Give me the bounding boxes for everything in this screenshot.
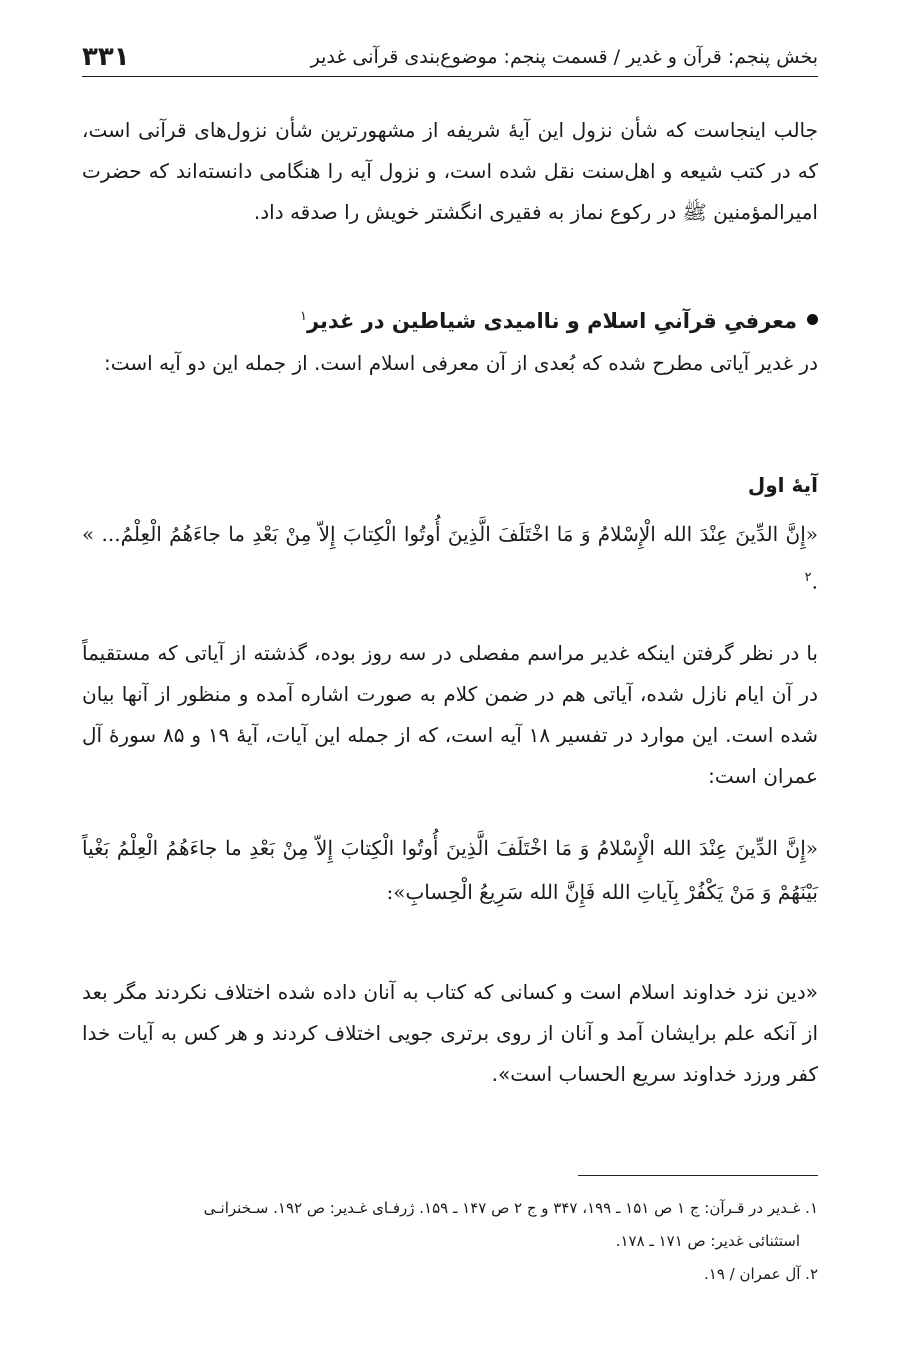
- section-heading: [82, 300, 818, 338]
- paragraph-context: با در نظر گرفتن اینکه غدیر مراسم مفصلی در سه روز بوده، گذشته از آیاتی که مستقیماً در آن ایام نازل شده، آیاتی هم در ضمن کلام به صورت اشاره آمده و منظور از آنها بیان شده است. این موارد در تفسیر ۱۸ آیه است، که از جمله این آیات، آیهٔ ۱۹ و ۸۵ سورهٔ آل عمران است:: [82, 641, 818, 788]
- running-header-title: بخش پنجم: قرآن و غدیر / قسمت پنجم: موضوع‌بندی قرآنی غدیر: [310, 46, 818, 68]
- footnote-ref-1[interactable]: ۱: [299, 309, 307, 324]
- page-number: ۳۳۱: [82, 42, 130, 72]
- paragraph-islam-intro: در غدیر آیاتی مطرح شده که بُعدی از آن معرفی اسلام است. از جمله این دو آیه است:: [103, 351, 818, 375]
- section-heading-text: معرفیِ قرآنیِ اسلام و ناامیدی شیاطین در غدیر$^۱$: [299, 309, 797, 333]
- page-header: [82, 28, 818, 77]
- footnote-ref-2[interactable]: ۲: [804, 570, 812, 585]
- subheading-first-verse: آیهٔ اول: [747, 473, 818, 497]
- quran-verse-1: «إِنَّ الدِّینَ عِنْدَ الله الْإِسْلامُ وَ مَا اخْتَلَفَ الَّذِینَ أُوتُوا الْکِتابَ إِلاّ مِنْ بَعْدِ ما جاءَهُمُ الْعِلْمُ... » .$^۲$: [82, 522, 818, 594]
- footnotes: [82, 1192, 818, 1291]
- footnote-1-line-1: ۱. غـدیر در قـرآن: ج ۱ ص ۱۵۱ ـ ۱۹۹، ۳۴۷ و ج ۲ ص ۱۴۷ ـ ۱۵۹. ژرفـای غـدیر: ص ۱۹۲. سـخنرانـی: [203, 1199, 818, 1217]
- paragraph-intro: جالب اینجاست که شأن نزول این آیهٔ شریفه از مشهورترین شأن نزول‌های قرآنی است، که در کتب شیعه و اهل‌سنت نقل شده است، و نزول آیه را هنگامی دانسته‌اند که حضرت امیرالمؤمنین ﷺ در رکوع نماز به فقیری انگشتر خویش را صدقه داد.: [82, 118, 818, 224]
- footnote-1-line-2: استثنائی غدیر: ص ۱۷۱ ـ ۱۷۸.: [615, 1232, 800, 1250]
- bullet-icon: [807, 314, 818, 325]
- quran-verse-2: «إِنَّ الدِّینَ عِنْدَ الله الْإِسْلامُ وَ مَا اخْتَلَفَ الَّذِینَ أُوتُوا الْکِتابَ إِلاّ مِنْ بَعْدِ ما جاءَهُمُ الْعِلْمُ بَغْیاً بَیْنَهُمْ وَ مَنْ یَکْفُرْ بِآیاتِ الله فَإِنَّ الله سَرِیعُ الْحِسابِ»:: [82, 836, 818, 904]
- paragraph-translation: «دین نزد خداوند اسلام است و کسانی که کتاب به آنان داده شده اختلاف نکردند مگر بعد از آنکه علم برایشان آمد و آنان از روی برتری جویی اختلاف کردند و هر کس به آیات خدا کفر ورزد خداوند سریع الحساب است».: [82, 980, 818, 1086]
- footnote-2: ۲. آل عمران / ۱۹.: [703, 1265, 818, 1283]
- footnote-divider: [578, 1175, 818, 1176]
